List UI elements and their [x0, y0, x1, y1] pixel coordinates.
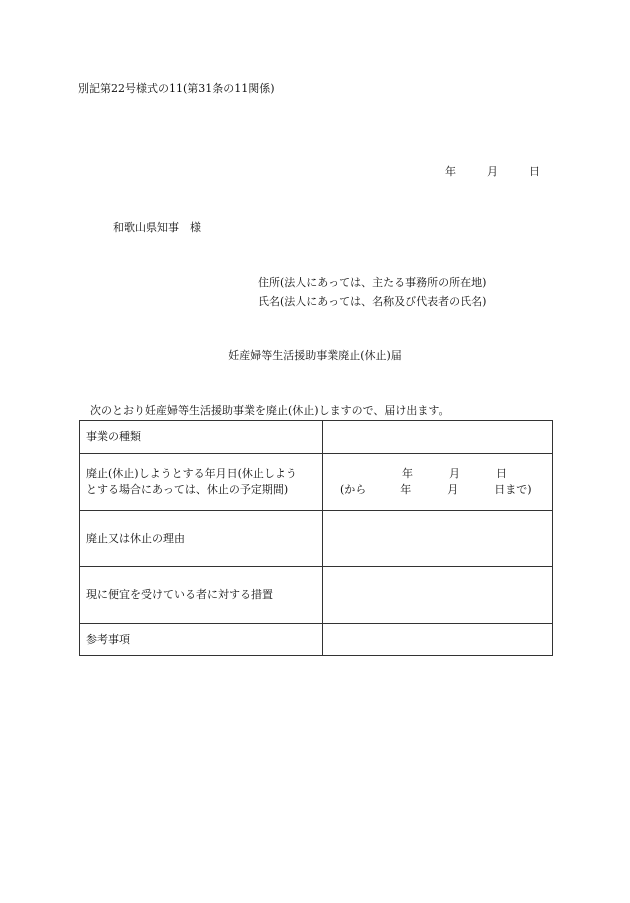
reason-label: 廃止又は休止の理由 — [80, 511, 323, 567]
business-type-label: 事業の種類 — [80, 421, 323, 454]
remarks-label: 参考事項 — [80, 624, 323, 656]
period-month-2: 月 — [447, 483, 459, 496]
measures-field[interactable] — [323, 567, 553, 624]
reason-field[interactable] — [323, 511, 553, 567]
form-table — [79, 420, 553, 656]
table-row — [80, 567, 553, 624]
name-label: 氏名(法人にあっては、名称及び代表者の氏名) — [258, 295, 487, 308]
date-month: 月 — [487, 165, 498, 178]
period-label-line1: 廃止(休止)しようとする年月日(休止しよう — [86, 467, 297, 480]
period-month: 月 — [449, 467, 460, 480]
measures-label: 現に便宜を受けている者に対する措置 — [80, 567, 323, 624]
table-row — [80, 454, 553, 511]
period-label-line2: とする場合にあっては、休止の予定期間) — [86, 483, 289, 496]
addressee: 和歌山県知事 様 — [113, 221, 201, 234]
document-title: 妊産婦等生活援助事業廃止(休止)届 — [228, 349, 402, 362]
business-type-field[interactable] — [323, 421, 553, 454]
period-year: 年 — [402, 467, 413, 480]
table-row — [80, 421, 553, 454]
address-label: 住所(法人にあっては、主たる事務所の所在地) — [258, 276, 487, 289]
period-year-2: 年 — [400, 483, 412, 496]
period-until: 日まで) — [494, 483, 532, 496]
table-row — [80, 624, 553, 656]
table-row — [80, 511, 553, 567]
remarks-field[interactable] — [323, 624, 553, 656]
date-year: 年 — [445, 165, 456, 178]
period-field[interactable] — [323, 454, 553, 511]
period-day: 日 — [496, 467, 507, 480]
period-label — [80, 454, 323, 511]
date-day: 日 — [529, 165, 540, 178]
form-number: 別記第22号様式の11(第31条の11関係) — [78, 82, 275, 95]
period-from: (から — [340, 483, 367, 496]
body-text: 次のとおり妊産婦等生活援助事業を廃止(休止)しますので、届け出ます。 — [90, 404, 450, 417]
date-line — [445, 163, 540, 179]
